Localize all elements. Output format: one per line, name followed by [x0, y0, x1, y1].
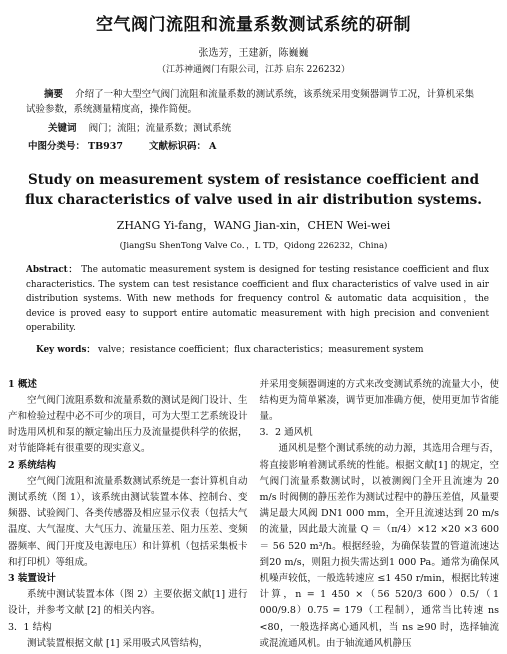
classification-line [28, 138, 499, 152]
section-heading: 2 系统结构 [8, 459, 56, 471]
english-title-line-2: flux characteristics of valve used in air distribution systems. [25, 192, 482, 208]
chinese-title: 空气阀门流阻和流量系数测试系统的研制 [96, 15, 411, 35]
body-paragraph: 空气阀门流阻系数和流量系数的测试是阀门设计、生产和检验过程中必不可少的项目，可为大型工艺系统设计时选用风机和泵的额定输出压力及流量提供科学的依据，对节能降耗有很重要的现实意义。 [8, 394, 248, 455]
english-title [8, 170, 499, 210]
body-paragraph: 空气阀门流阻和流量系数测试系统是一套计算机自动测试系统（图 1），该系统由测试装置本体、控制台、变频器、试验阀门、各类传感器及相应显示仪表（包括大气温度、大气湿度、大气压力、流量压差、阻力压差、变频器频率、阀门开度及电源电压）和计算机（包括采集板卡和打印机）等组成。 [8, 475, 248, 568]
chinese-abstract-label: 摘要 [44, 89, 64, 100]
english-authors: ZHANG Yi-fang，WANG Jian-xin，CHEN Wei-wei [116, 219, 391, 232]
section-heading: 1 概述 [8, 378, 37, 390]
english-keywords-text: valve；resistance coefficient；flux characteristics；measurement system [98, 344, 424, 355]
doc-code-label: 文献标识码： [148, 141, 206, 152]
chinese-abstract-text: 介绍了一种大型空气阀门流阻和流量系数的测试系统，该系统采用变频器调节工况，计算机采集试验参数，系统测量精度高，操作简便。 [26, 89, 475, 115]
body-paragraph: 通风机是整个测试系统的动力源，其选用合理与否，将直接影响着测试系统的性能。根据文献[1] 的规定，空气阀门流量系数测试时，以被测阀门全开且流速为 20 m/s 时阀侧的静压差作为测试过程中的静压差值，风量要满足最大风阀 DN1 000 mm，全开且流速达到 20 m/s 的流量，因此最大流量 Q ＝（π/4）×12 ×20 ×3 600 ＝ 56 520 m³/h。根据经验，为确保装置的管道流速达到20 m/s，则阻力损失需达到1 000 Pa。通常为确保风机噪声较低，一般选转速应 ≤1 450 r/min，根据比转速计算，n = 1 450 ×（56 520/3 600）0.5/（1 000/9.8）0.75 = 179（工程制），通常当比转速 ns <80，一般选择离心通风机，当 ns ≥90 时，选择轴流或混流通风机。由于轴流通风机静压 [259, 443, 499, 649]
section-heading: 3 装置设计 [8, 572, 56, 584]
body-paragraph: 测试装置根据文献 [1] 采用吸式风管结构， [27, 637, 208, 649]
body-left-column [8, 377, 248, 652]
paper-page [0, 10, 507, 654]
english-abstract [26, 263, 489, 336]
chinese-keywords-text: 阀门；流阻；流量系数；测试系统 [88, 123, 232, 134]
chinese-keywords-label: 关键词 [48, 123, 77, 134]
clc-value: TB937 [88, 141, 123, 152]
subsection-heading: 3．2 通风机 [259, 427, 313, 439]
subsection-heading: 3．1 结构 [8, 621, 52, 633]
body-columns [8, 377, 499, 652]
english-abstract-text: The automatic measurement system is designed for testing resistance coefficient and flux characteristics. The system can test resistance coefficient and flux characteristics of valve used in air distribution systems. With new methods for frequency control & automatic data acquisition，the device is proved easy to support entire automatic measurement with high precision and convenient operability. [26, 265, 490, 333]
chinese-affiliation: （江苏神通阀门有限公司，江苏 启东 226232） [156, 65, 351, 75]
english-abstract-label: Abstract： [26, 265, 78, 275]
clc-label: 中图分类号： [28, 141, 86, 152]
body-right-column [260, 377, 500, 652]
chinese-authors: 张选芳，王建新，陈巍巍 [198, 48, 309, 59]
english-affiliation: (JiangSu ShenTong Valve Co．，L TD，Qidong 226232，China) [119, 241, 388, 251]
body-paragraph: 系统中测试装置本体（图 2）主要依据文献[1] 进行设计，并参考文献 [2] 的相关内容。 [8, 589, 248, 617]
english-title-line-1: Study on measurement system of resistance coefficient and [27, 172, 480, 188]
english-keywords-label: Key words： [36, 344, 96, 355]
chinese-abstract [26, 87, 481, 117]
doc-code-value: A [209, 141, 217, 152]
body-paragraph: 并采用变频器调速的方式来改变测试系统的流量大小，使结构更为简单紧凑，调节更加准确方便，使用更加节省能量。 [259, 378, 499, 422]
english-keywords [36, 342, 489, 355]
chinese-keywords [48, 120, 481, 134]
